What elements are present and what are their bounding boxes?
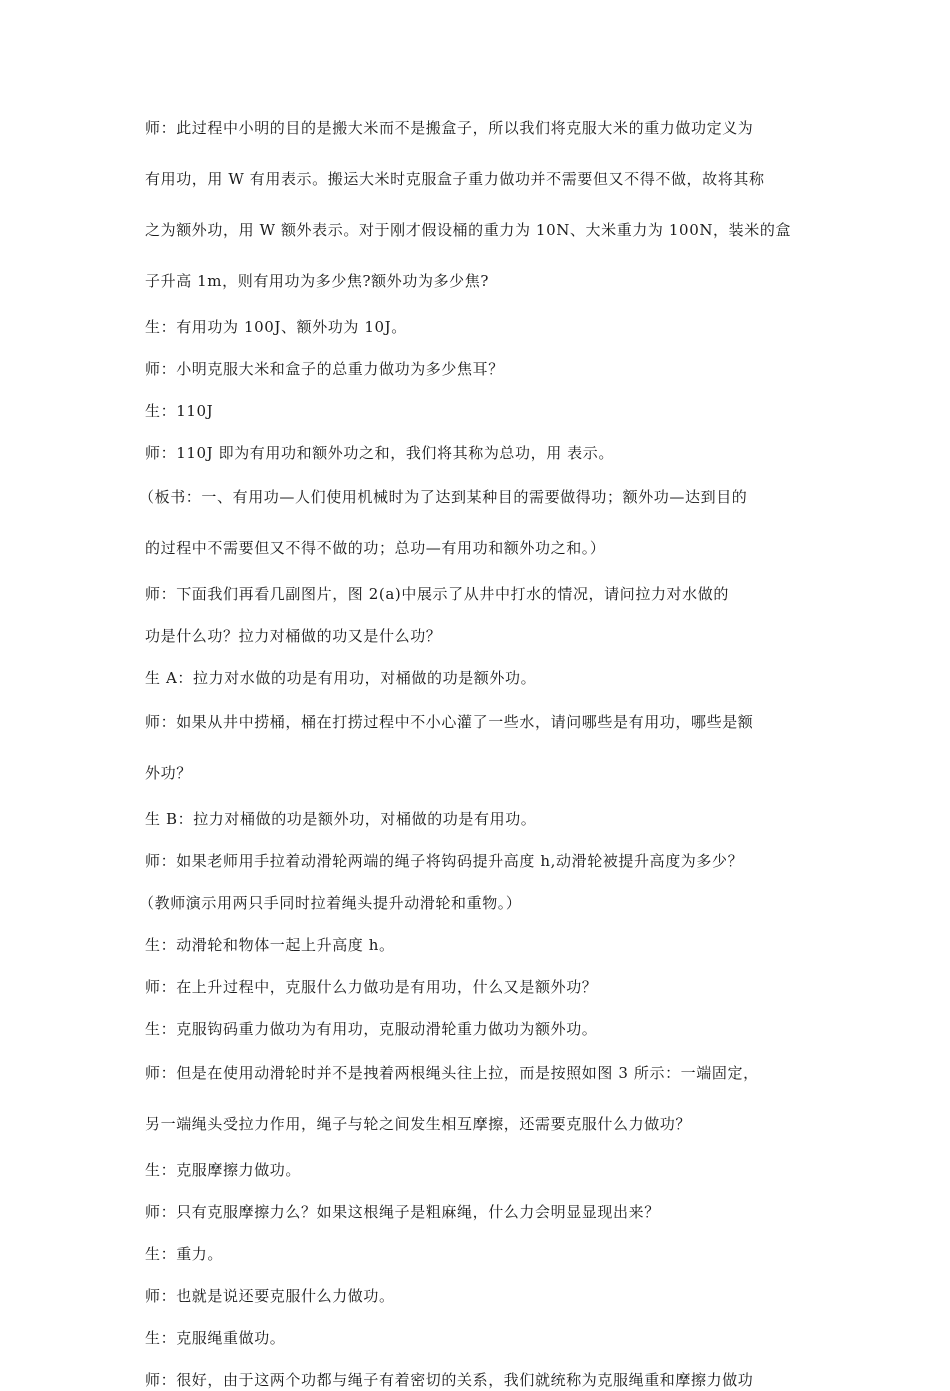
text-line: 另一端绳头受拉力作用，绳子与轮之间发生相互摩擦，还需要克服什么力做功？ bbox=[145, 1115, 692, 1133]
text-line: 生 B：拉力对桶做的功是额外功，对桶做的功是有用功。 bbox=[145, 810, 537, 828]
text-line: 子升高 1m，则有用功为多少焦?额外功为多少焦? bbox=[145, 272, 490, 290]
text-line: 生：动滑轮和物体一起上升高度 h。 bbox=[145, 936, 395, 954]
text-line: 师：下面我们再看几副图片，图 2(a)中展示了从井中打水的情况，请问拉力对水做的 bbox=[145, 585, 729, 603]
text-line: 师：也就是说还要克服什么力做功。 bbox=[145, 1287, 395, 1305]
text-line: 师：只有克服摩擦力么？如果这根绳子是粗麻绳，什么力会明显显现出来？ bbox=[145, 1203, 660, 1221]
text-line: 生：克服绳重做功。 bbox=[145, 1329, 286, 1347]
text-line: 生 A：拉力对水做的功是有用功，对桶做的功是额外功。 bbox=[145, 669, 537, 687]
text-line: 师：小明克服大米和盒子的总重力做功为多少焦耳？ bbox=[145, 360, 504, 378]
text-line: （教师演示用两只手同时拉着绳头提升动滑轮和重物。） bbox=[139, 894, 522, 912]
text-line: 功是什么功？拉力对桶做的功又是什么功？ bbox=[145, 627, 442, 645]
text-line: 师：很好，由于这两个功都与绳子有着密切的关系，我们就统称为克服绳重和摩擦力做功 bbox=[145, 1371, 754, 1389]
text-line: 外功？ bbox=[145, 764, 192, 782]
text-line: 师：如果从井中捞桶，桶在打捞过程中不小心灌了一些水，请问哪些是有用功，哪些是额 bbox=[145, 713, 754, 731]
text-line: 的过程中不需要但又不得不做的功；总功—有用功和额外功之和。） bbox=[145, 539, 606, 557]
text-line: 有用功，用 W 有用表示。搬运大米时克服盒子重力做功并不需要但又不得不做，故将其称 bbox=[145, 170, 765, 188]
text-line: 师：如果老师用手拉着动滑轮两端的绳子将钩码提升高度 h,动滑轮被提升高度为多少？ bbox=[145, 852, 744, 870]
text-line: 生：重力。 bbox=[145, 1245, 224, 1263]
text-line: 生：110J bbox=[145, 402, 214, 420]
text-line: 生：克服摩擦力做功。 bbox=[145, 1161, 302, 1179]
text-line: （板书：一、有用功—人们使用机械时为了达到某种目的需要做得功；额外功—达到目的 bbox=[139, 488, 748, 506]
text-line: 师：110J 即为有用功和额外功之和，我们将其称为总功，用 表示。 bbox=[145, 444, 614, 462]
text-line: 生：有用功为 100J、额外功为 10J。 bbox=[145, 318, 407, 336]
text-line: 师：在上升过程中，克服什么力做功是有用功，什么又是额外功？ bbox=[145, 978, 598, 996]
text-line: 生：克服钩码重力做功为有用功，克服动滑轮重力做功为额外功。 bbox=[145, 1020, 598, 1038]
text-line: 师：此过程中小明的目的是搬大米而不是搬盒子，所以我们将克服大米的重力做功定义为 bbox=[145, 119, 754, 137]
text-line: 之为额外功，用 W 额外表示。对于刚才假设桶的重力为 10N、大米重力为 100N，装米的盒 bbox=[145, 221, 792, 239]
text-line: 师：但是在使用动滑轮时并不是拽着两根绳头往上拉，而是按照如图 3 所示：一端固定， bbox=[145, 1064, 759, 1082]
